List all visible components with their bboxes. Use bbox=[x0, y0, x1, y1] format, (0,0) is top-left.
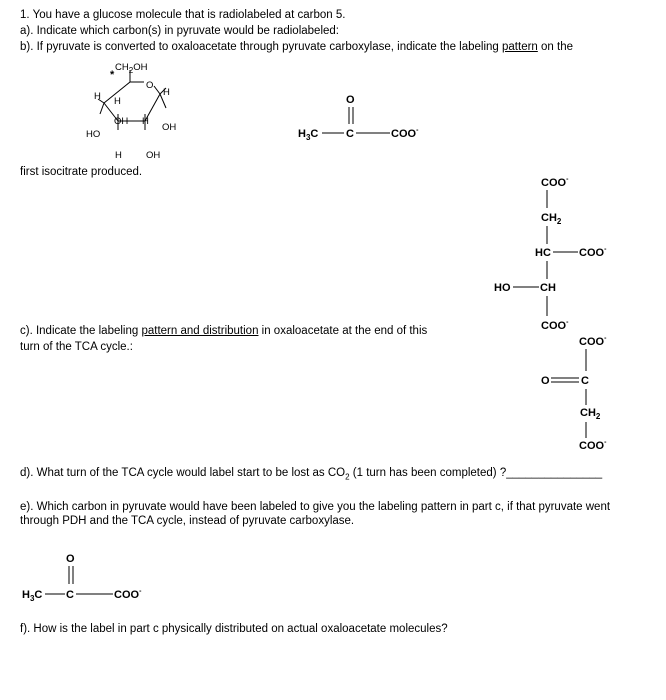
part-b-tail: on the bbox=[537, 41, 573, 53]
isocitrate-ch2: $CH_2$ bbox=[541, 212, 562, 226]
glucose-molecule bbox=[98, 70, 166, 130]
glucose-ring-oxygen: O bbox=[146, 80, 154, 91]
glucose-c2-h: H bbox=[142, 116, 149, 127]
question-title: 1. You have a glucose molecule that is radiolabeled at carbon 5. bbox=[20, 9, 346, 21]
glucose-c2-oh: OH bbox=[146, 150, 161, 161]
glucose-ch2oh: $CH_2OH$ bbox=[115, 62, 148, 75]
isocitrate-hc: HC bbox=[535, 247, 551, 259]
part-b-underlined: pattern bbox=[502, 41, 538, 53]
part-c-underlined: pattern and distribution bbox=[141, 325, 259, 337]
pyruvate-bottom-carboxylate: COO- bbox=[114, 588, 142, 601]
pyruvate-top-carbonyl-c: C bbox=[346, 128, 354, 140]
glucose-c3-oh: OH bbox=[114, 116, 129, 127]
pyruvate-bottom-oxygen: O bbox=[66, 553, 75, 565]
glucose-labels bbox=[86, 62, 176, 161]
part-f: f). How is the label in part c physically distributed on actual oxaloacetate molecules? bbox=[20, 623, 448, 635]
oxaloacetate-carbonyl-c: C bbox=[581, 375, 589, 387]
part-c-continued: turn of the TCA cycle.: bbox=[20, 341, 133, 353]
isocitrate-side-carboxylate: COO- bbox=[579, 246, 607, 259]
glucose-label-star: * bbox=[110, 69, 115, 81]
part-b-text: b). If pyruvate is converted to oxaloacetate through pyruvate carboxylase, indicate the labeling bbox=[20, 41, 503, 53]
oxaloacetate-molecule bbox=[541, 335, 607, 452]
part-e: e). Which carbon in pyruvate would have been labeled to give you the labeling pattern in part c, if that pyruvate went through PDH and the TCA cycle, instead of pyruvate carboxylase. bbox=[20, 501, 611, 527]
glucose-c4-ho: HO bbox=[86, 129, 101, 140]
oxaloacetate-top-carboxylate: COO- bbox=[579, 335, 607, 348]
part-b-continued: first isocitrate produced. bbox=[20, 166, 143, 178]
pyruvate-bottom bbox=[22, 553, 142, 603]
part-a: a). Indicate which carbon(s) in pyruvate would be radiolabeled: bbox=[20, 25, 339, 37]
glucose-c4-h: H bbox=[94, 91, 101, 102]
pyruvate-top bbox=[298, 94, 419, 142]
oxaloacetate-oxygen: O bbox=[541, 375, 550, 387]
part-c-tail: in oxaloacetate at the end of this bbox=[258, 325, 428, 337]
isocitrate-ho: HO bbox=[494, 282, 511, 294]
part-d-tail: (1 turn has been completed) ?_______________ bbox=[349, 467, 603, 479]
pyruvate-bottom-h3c: $H_3C$ bbox=[22, 589, 43, 603]
part-d-subscript: 2 bbox=[345, 472, 350, 482]
isocitrate-bottom-carboxylate: COO- bbox=[541, 319, 569, 332]
glucose-c3-h: H bbox=[115, 150, 122, 161]
isocitrate-top-carboxylate: COO- bbox=[541, 176, 569, 189]
oxaloacetate-bottom-carboxylate: COO- bbox=[579, 439, 607, 452]
part-d-text: d). What turn of the TCA cycle would label start to be lost as CO bbox=[20, 467, 346, 479]
isocitrate-ch: CH bbox=[540, 282, 556, 294]
glucose-c5-h: H bbox=[114, 96, 121, 107]
glucose-c1-h: H bbox=[163, 87, 170, 98]
pyruvate-top-h3c: $H_3C$ bbox=[298, 128, 319, 142]
part-c-text: c). Indicate the labeling bbox=[20, 325, 142, 337]
pyruvate-top-oxygen: O bbox=[346, 94, 355, 106]
glucose-o-c1-bond bbox=[154, 86, 160, 94]
isocitrate-molecule bbox=[494, 176, 607, 332]
pyruvate-top-carboxylate: COO- bbox=[391, 127, 419, 140]
oxaloacetate-ch2: $CH_2$ bbox=[580, 407, 601, 421]
glucose-c1-oh: OH bbox=[162, 122, 177, 133]
glucose-c4-oh-bond bbox=[100, 103, 104, 114]
pyruvate-bottom-carbonyl-c: C bbox=[66, 589, 74, 601]
